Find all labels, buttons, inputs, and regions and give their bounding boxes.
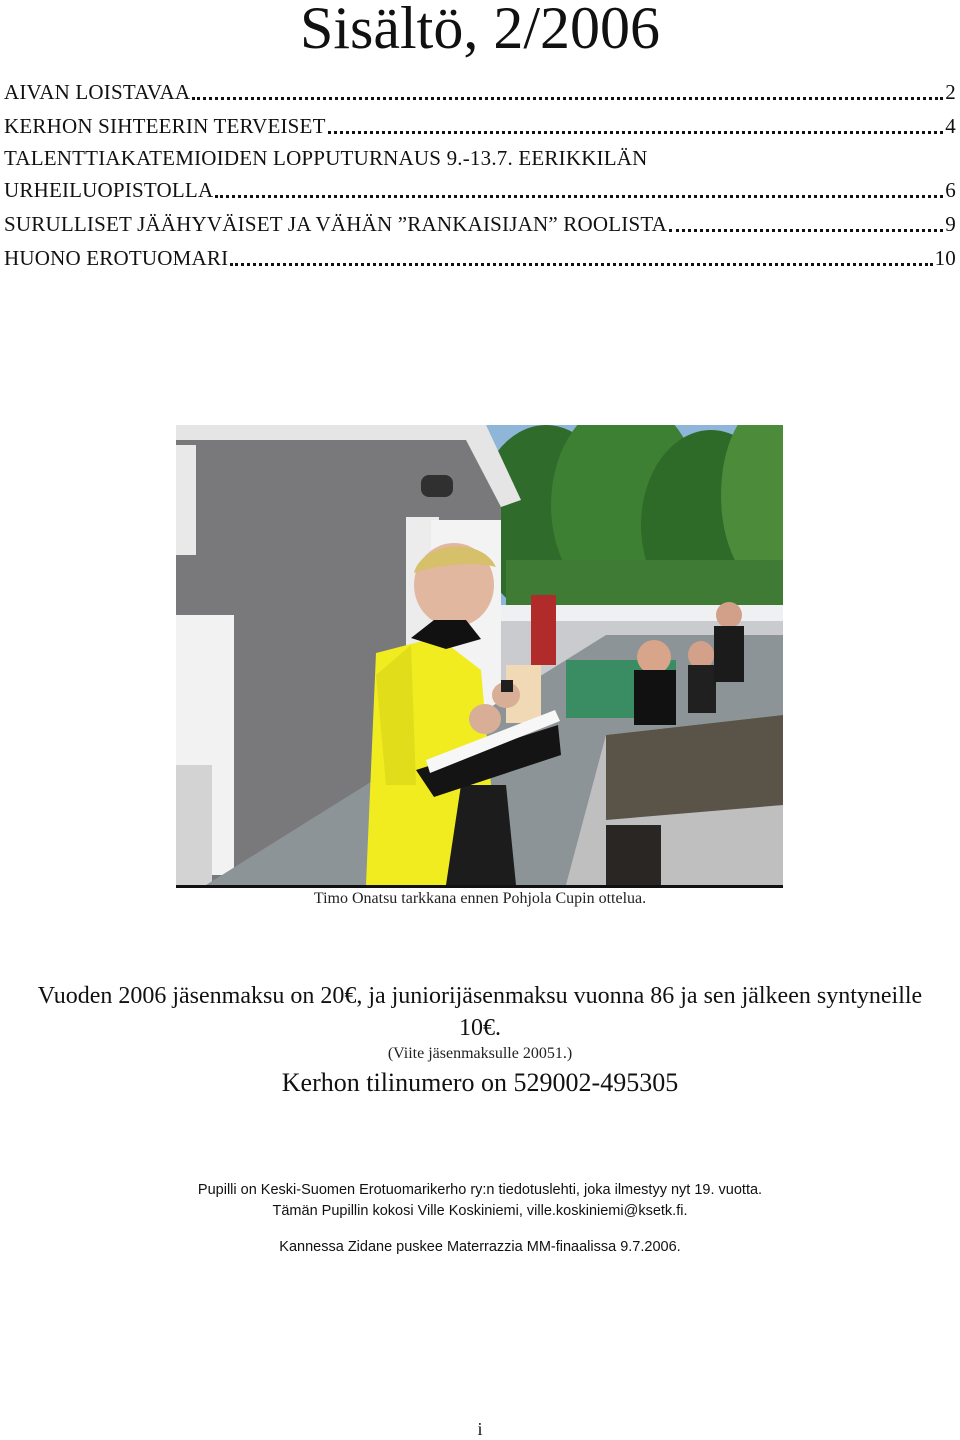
toc-entry-title: KERHON SIHTEERIN TERVEISET — [4, 114, 326, 138]
publication-info — [0, 1180, 960, 1222]
toc-dot-leader — [215, 195, 943, 198]
cover-description: Kannessa Zidane puskee Materrazzia MM-finaalissa 9.7.2006. — [279, 1239, 681, 1255]
tree-line — [476, 425, 783, 620]
referee-photo — [176, 425, 783, 888]
toc-entry-aivan-loistavaa[interactable] — [4, 74, 956, 108]
toc-entry-surulliset-jaahyvaiset[interactable] — [4, 206, 956, 240]
toc-entry-page: 6 — [945, 178, 956, 202]
toc-entry-page: 10 — [934, 246, 956, 270]
toc-entry-title: SURULLISET JÄÄHYVÄISET JA VÄHÄN ”RANKAISIJAN” ROOLISTA — [4, 212, 668, 236]
fee-reference-text: (Viite jäsenmaksulle 20051.) — [387, 1045, 573, 1062]
toc-entry-title: HUONO EROTUOMARI — [4, 246, 229, 270]
toc-entry-title-line1: TALENTTIAKATEMIOIDEN LOPPUTURNAUS 9.-13.7. EERIKKILÄN — [4, 146, 648, 170]
toc-entry-huono-erotuomari[interactable] — [4, 240, 956, 274]
table-of-contents — [4, 74, 956, 274]
referee-photo-illustration — [176, 425, 783, 885]
toc-entry-kerhon-sihteerin-terveiset[interactable] — [4, 108, 956, 142]
toc-entry-page: 2 — [945, 80, 956, 104]
page-number: i — [477, 1419, 483, 1439]
toc-entry-page: 9 — [945, 212, 956, 236]
toc-entry-page: 4 — [945, 114, 956, 138]
toc-dot-leader — [230, 263, 932, 266]
toc-entry-talenttiakatemioiden-lopputurnaus[interactable] — [4, 142, 956, 206]
toc-dot-leader — [192, 97, 943, 100]
toc-dot-leader — [328, 131, 944, 134]
publication-info-line1: Pupilli on Keski-Suomen Erotuomarikerho ry:n tiedotuslehti, joka ilmestyy nyt 19. vuotta. — [197, 1182, 763, 1198]
photo-caption: Timo Onatsu tarkkana ennen Pohjola Cupin ottelua. — [313, 890, 647, 907]
membership-fee-text: Vuoden 2006 jäsenmaksu on 20€, ja juniorijäsenmaksu vuonna 86 ja sen jälkeen syntyneille 10€. — [37, 983, 923, 1041]
toc-entry-title-line2: URHEILUOPISTOLLA — [4, 178, 214, 202]
page-title: Sisältö, 2/2006 — [299, 0, 661, 61]
publication-info-line2: Tämän Pupillin kokosi Ville Koskiniemi, ville.koskiniemi@ksetk.fi. — [272, 1203, 688, 1219]
toc-entry-title: AIVAN LOISTAVAA — [4, 80, 191, 104]
account-number-text: Kerhon tilinumero on 529002-495305 — [281, 1068, 679, 1097]
toc-dot-leader — [669, 229, 943, 232]
